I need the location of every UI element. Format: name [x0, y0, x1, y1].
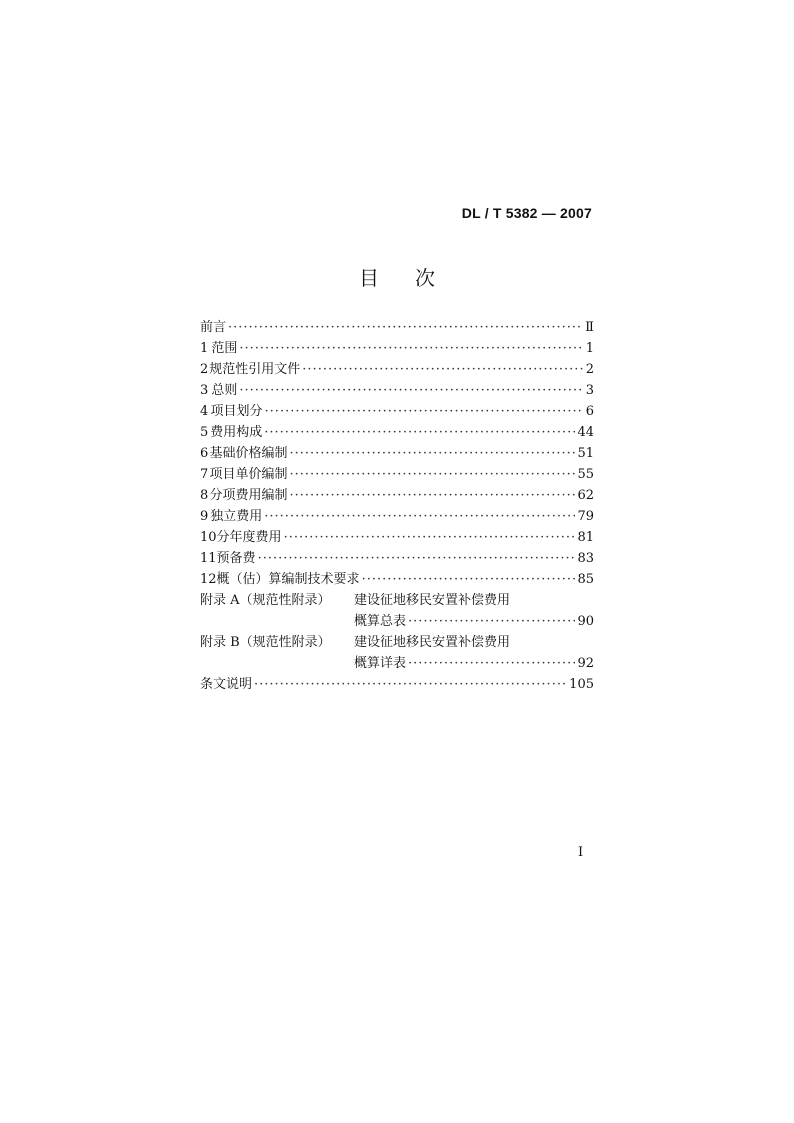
- toc-entry[interactable]: [200, 506, 594, 527]
- toc-entry-appendix-a[interactable]: [200, 590, 594, 632]
- toc-number: 12: [200, 572, 217, 587]
- toc-page: 105: [569, 677, 594, 692]
- toc-page: 85: [577, 572, 594, 587]
- toc-page: 83: [577, 551, 594, 566]
- toc-number: 7: [200, 467, 209, 482]
- toc-label: 分项费用编制: [209, 488, 288, 503]
- leader-dots: [264, 422, 575, 443]
- page-title: [0, 262, 794, 291]
- toc-label: 概（估）算编制技术要求: [216, 572, 360, 587]
- standard-code: DL / T 5382 — 2007: [461, 205, 592, 221]
- leader-dots: [228, 317, 583, 338]
- toc-entry-explanation[interactable]: [200, 674, 594, 695]
- leader-dots: [289, 443, 575, 464]
- appendix-label: 附录 A（规范性附录）: [200, 593, 331, 608]
- leader-dots: [289, 485, 575, 506]
- toc-page: 92: [577, 656, 594, 671]
- toc-label: 项目单价编制: [209, 467, 288, 482]
- toc-label: 分年度费用: [216, 530, 282, 545]
- toc-entry[interactable]: [200, 464, 594, 485]
- leader-dots: [284, 527, 576, 548]
- leader-dots: [289, 464, 575, 485]
- toc-entry[interactable]: [200, 548, 594, 569]
- page-number: I: [578, 845, 584, 860]
- toc-label: 项目划分: [210, 404, 263, 419]
- toc-entry[interactable]: [200, 527, 594, 548]
- toc-number: 4: [200, 404, 209, 419]
- leader-dots: [254, 674, 567, 695]
- toc-label: 预备费: [216, 551, 256, 566]
- toc-page: Ⅱ: [585, 320, 594, 335]
- leader-dots: [239, 380, 583, 401]
- toc-entry[interactable]: [200, 359, 594, 380]
- toc-page: 62: [577, 488, 594, 503]
- toc-page: 55: [577, 467, 594, 482]
- toc-page: 51: [577, 446, 594, 461]
- toc-number: 1: [200, 341, 209, 356]
- toc-entry-foreword[interactable]: [200, 317, 594, 338]
- leader-dots: [302, 359, 583, 380]
- table-of-contents: [200, 317, 594, 695]
- appendix-title-line-2: 概算详表: [354, 656, 407, 671]
- toc-entry[interactable]: [200, 485, 594, 506]
- toc-label: 前言: [200, 320, 227, 335]
- toc-page: 81: [577, 530, 594, 545]
- toc-entry[interactable]: [200, 338, 594, 359]
- leader-dots: [362, 569, 576, 590]
- toc-page: 90: [577, 614, 594, 629]
- toc-entry-appendix-b[interactable]: [200, 632, 594, 674]
- toc-page: 3: [585, 383, 594, 398]
- toc-number: 2: [200, 362, 209, 377]
- toc-number: 3: [200, 383, 209, 398]
- toc-label: 条文说明: [200, 677, 253, 692]
- toc-label: 规范性引用文件: [209, 362, 301, 377]
- toc-entry[interactable]: [200, 569, 594, 590]
- toc-entry[interactable]: [200, 401, 594, 422]
- toc-number: 6: [200, 446, 209, 461]
- appendix-title-line-1: 建设征地移民安置补偿费用: [354, 593, 511, 608]
- title-char-2: 次: [415, 266, 435, 290]
- toc-page: 79: [577, 509, 594, 524]
- toc-number: 9: [200, 509, 209, 524]
- toc-label: 总则: [211, 383, 238, 398]
- leader-dots: [239, 338, 583, 359]
- toc-page: 6: [585, 404, 594, 419]
- toc-label: 费用构成: [210, 425, 263, 440]
- toc-number: 5: [200, 425, 209, 440]
- appendix-label: 附录 B（规范性附录）: [200, 635, 331, 650]
- leader-dots: [258, 548, 576, 569]
- toc-number: 11: [200, 551, 217, 566]
- toc-number: 10: [200, 530, 217, 545]
- appendix-title-line-2: 概算总表: [354, 614, 407, 629]
- toc-label: 独立费用: [210, 509, 263, 524]
- toc-page: 44: [577, 425, 594, 440]
- title-char-1: 目: [359, 266, 379, 290]
- leader-dots: [264, 506, 575, 527]
- toc-label: 基础价格编制: [209, 446, 288, 461]
- toc-label: 范围: [211, 341, 238, 356]
- toc-entry[interactable]: [200, 443, 594, 464]
- leader-dots: [265, 401, 584, 422]
- appendix-title-line-1: 建设征地移民安置补偿费用: [354, 635, 511, 650]
- toc-entry[interactable]: [200, 422, 594, 443]
- toc-entry[interactable]: [200, 380, 594, 401]
- leader-dots: [408, 653, 575, 674]
- leader-dots: [408, 611, 575, 632]
- toc-page: 1: [585, 341, 594, 356]
- toc-number: 8: [200, 488, 209, 503]
- toc-page: 2: [585, 362, 594, 377]
